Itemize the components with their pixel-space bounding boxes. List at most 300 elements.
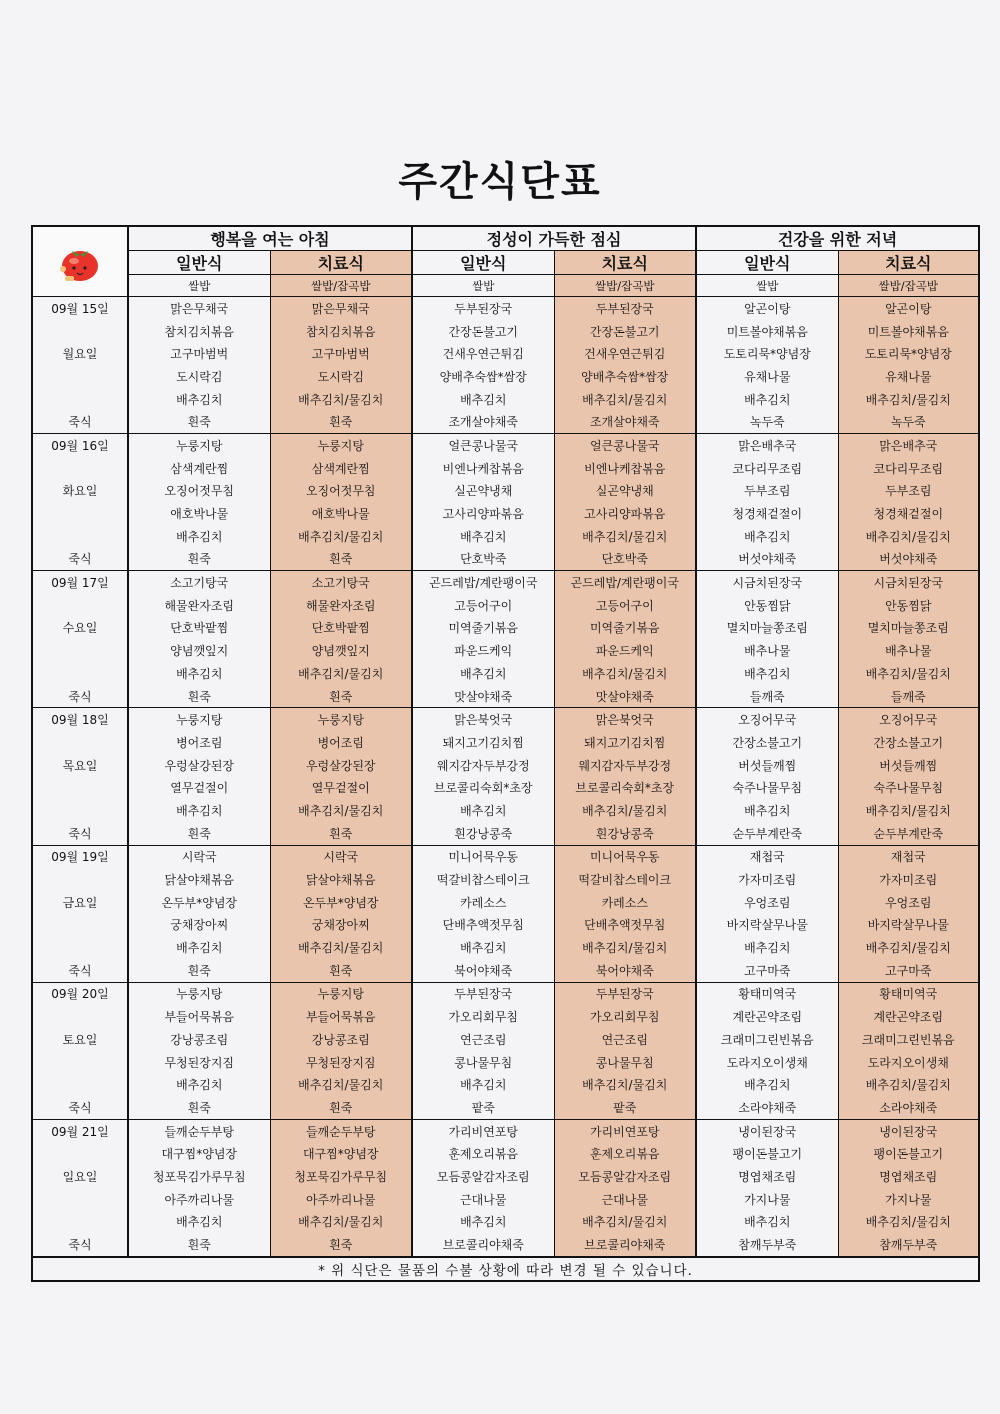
day-label-blank	[32, 639, 128, 662]
therapeutic-menu-item: 흰죽	[270, 1096, 412, 1119]
regular-menu-item: 맑은북엇국	[412, 708, 554, 731]
menu-row	[32, 1142, 979, 1165]
therapeutic-menu-item: 양념깻잎지	[270, 639, 412, 662]
regular-menu-item: 흰죽	[128, 959, 270, 982]
menu-row	[32, 1165, 979, 1188]
therapeutic-menu-item: 크래미그린빈볶음	[838, 1028, 979, 1051]
regular-menu-item: 단배추액젓무침	[412, 914, 554, 937]
therapeutic-menu-item: 누룽지탕	[270, 708, 412, 731]
day-label-blank	[32, 1073, 128, 1096]
therapeutic-menu-item: 도시락김	[270, 365, 412, 388]
therapeutic-menu-item: 단배추액젓무침	[554, 914, 696, 937]
day-label-blank	[32, 502, 128, 525]
regular-menu-item: 배추김치	[412, 388, 554, 411]
therapeutic-menu-item: 양배추숙쌈*쌈장	[554, 365, 696, 388]
therapeutic-menu-item: 흰강낭콩죽	[554, 822, 696, 845]
menu-row	[32, 434, 979, 457]
weekly-menu-table	[31, 225, 980, 1282]
regular-menu-item: 배추김치	[696, 662, 838, 685]
day-label-blank	[32, 320, 128, 343]
day-date: 09월 15일	[32, 297, 128, 320]
regular-menu-item: 냉이된장국	[696, 1119, 838, 1142]
therapeutic-menu-item: 시락국	[270, 845, 412, 868]
therapeutic-menu-item: 북어야채죽	[554, 959, 696, 982]
regular-menu-item: 순두부계란죽	[696, 822, 838, 845]
therapeutic-menu-item: 배추나물	[838, 639, 979, 662]
therapeutic-menu-item: 팥죽	[554, 1096, 696, 1119]
therapeutic-menu-item: 배추김치/물김치	[838, 1073, 979, 1096]
therapeutic-menu-item: 배추김치/물김치	[838, 388, 979, 411]
therapeutic-menu-item: 참치김치볶음	[270, 320, 412, 343]
regular-menu-item: 배추김치	[412, 1073, 554, 1096]
regular-menu-item: 바지락살무나물	[696, 914, 838, 937]
day-label-blank	[32, 1211, 128, 1234]
therapeutic-menu-item: 미니어묵우동	[554, 845, 696, 868]
menu-row	[32, 662, 979, 685]
therapeutic-menu-item: 배추김치/물김치	[554, 1073, 696, 1096]
regular-menu-item: 가오리회무침	[412, 1005, 554, 1028]
day-date: 09월 17일	[32, 571, 128, 594]
regular-menu-item: 고구마죽	[696, 959, 838, 982]
regular-menu-item: 가자미조림	[696, 868, 838, 891]
therapeutic-menu-item: 배추김치/물김치	[270, 1073, 412, 1096]
therapeutic-menu-item: 가자미조림	[838, 868, 979, 891]
therapeutic-menu-item: 누룽지탕	[270, 434, 412, 457]
therapeutic-menu-item: 도토리묵*양념장	[838, 342, 979, 365]
therapeutic-menu-item: 배추김치/물김치	[270, 936, 412, 959]
therapeutic-menu-item: 맛살야채죽	[554, 685, 696, 708]
regular-menu-item: 누룽지탕	[128, 982, 270, 1005]
therapeutic-menu-item: 해물완자조림	[270, 594, 412, 617]
regular-menu-item: 미니어묵우동	[412, 845, 554, 868]
regular-menu-item: 가리비연포탕	[412, 1119, 554, 1142]
regular-menu-item: 버섯들깨찜	[696, 754, 838, 777]
day-label-blank	[32, 868, 128, 891]
therapeutic-menu-item: 황태미역국	[838, 982, 979, 1005]
therapeutic-menu-item: 배추김치/물김치	[554, 662, 696, 685]
regular-menu-item: 부들어묵볶음	[128, 1005, 270, 1028]
regular-menu-item: 배추김치	[412, 799, 554, 822]
regular-menu-item: 청포묵김가루무침	[128, 1165, 270, 1188]
therapeutic-menu-item: 단호박팥찜	[270, 617, 412, 640]
therapeutic-menu-item: 무청된장지짐	[270, 1051, 412, 1074]
therapeutic-menu-item: 도라지오이생채	[838, 1051, 979, 1074]
regular-menu-item: 배추김치	[696, 525, 838, 548]
regular-menu-item: 얼큰콩나물국	[412, 434, 554, 457]
therapeutic-menu-item: 코다리무조림	[838, 457, 979, 480]
regular-menu-item: 가지나물	[696, 1188, 838, 1211]
regular-menu-item: 근대나물	[412, 1188, 554, 1211]
day-label-blank	[32, 731, 128, 754]
regular-menu-item: 온두부*양념장	[128, 891, 270, 914]
menu-row	[32, 410, 979, 433]
regular-menu-item: 배추김치	[128, 1211, 270, 1234]
menu-row	[32, 320, 979, 343]
regular-menu-item: 연근조림	[412, 1028, 554, 1051]
day-label-blank	[32, 776, 128, 799]
regular-menu-item: 버섯야채죽	[696, 548, 838, 571]
therapeutic-menu-item: 배추김치/물김치	[270, 662, 412, 685]
menu-row	[32, 959, 979, 982]
regular-menu-item: 콩나물무침	[412, 1051, 554, 1074]
menu-row	[32, 822, 979, 845]
therapeutic-menu-item: 두부된장국	[554, 982, 696, 1005]
regular-menu-item: 크래미그린빈볶음	[696, 1028, 838, 1051]
therapeutic-menu-item: 궁채장아찌	[270, 914, 412, 937]
regular-menu-item: 팥죽	[412, 1096, 554, 1119]
breakfast-header: 행복을 여는 아침	[128, 226, 412, 251]
therapeutic-menu-item: 흰죽	[270, 548, 412, 571]
therapeutic-menu-item: 배추김치/물김치	[554, 1211, 696, 1234]
therapeutic-menu-item: 배추김치/물김치	[270, 388, 412, 411]
regular-menu-item: 궁채장아찌	[128, 914, 270, 937]
therapeutic-menu-item: 흰죽	[270, 822, 412, 845]
therapeutic-menu-item: 배추김치/물김치	[554, 388, 696, 411]
therapeutic-menu-item: 흰죽	[270, 410, 412, 433]
therapeutic-menu-item: 맑은북엇국	[554, 708, 696, 731]
regular-menu-item: 참깨두부죽	[696, 1233, 838, 1257]
regular-menu-item: 배추김치	[696, 1211, 838, 1234]
therapeutic-menu-item: 온두부*양념장	[270, 891, 412, 914]
menu-row	[32, 731, 979, 754]
regular-menu-item: 대구찜*양념장	[128, 1142, 270, 1165]
menu-row	[32, 365, 979, 388]
lunch-header: 정성이 가득한 점심	[412, 226, 696, 251]
menu-row	[32, 982, 979, 1005]
menu-row	[32, 845, 979, 868]
day-label-blank	[32, 594, 128, 617]
therapeutic-menu-item: 아주까리나물	[270, 1188, 412, 1211]
therapeutic-menu-item: 열무겉절이	[270, 776, 412, 799]
regular-menu-item: 파운드케익	[412, 639, 554, 662]
day-label-blank	[32, 365, 128, 388]
therapeutic-menu-item: 배추김치/물김치	[838, 936, 979, 959]
footnote: * 위 식단은 물품의 수불 상황에 따라 변경 될 수 있습니다.	[32, 1257, 979, 1281]
therapeutic-menu-item: 가리비연포탕	[554, 1119, 696, 1142]
therapeutic-menu-item: 고구마범벅	[270, 342, 412, 365]
menu-row	[32, 868, 979, 891]
therapeutic-menu-item: 파운드케익	[554, 639, 696, 662]
therapeutic-menu-item: 배추김치/물김치	[554, 525, 696, 548]
menu-row	[32, 639, 979, 662]
regular-menu-item: 두부조림	[696, 480, 838, 503]
regular-menu-item: 청경채겉절이	[696, 502, 838, 525]
therapeutic-menu-item: 근대나물	[554, 1188, 696, 1211]
therapeutic-menu-item: 얼큰콩나물국	[554, 434, 696, 457]
lunch-therapeutic-rice: 쌀밥/잡곡밥	[554, 275, 696, 297]
porridge-label: 죽식	[32, 822, 128, 845]
therapeutic-menu-item: 웨지감자두부강정	[554, 754, 696, 777]
therapeutic-menu-item: 맑은배추국	[838, 434, 979, 457]
lunch-therapeutic-label: 치료식	[554, 251, 696, 275]
regular-menu-item: 우렁살강된장	[128, 754, 270, 777]
regular-menu-item: 삼색계란찜	[128, 457, 270, 480]
therapeutic-menu-item: 참깨두부죽	[838, 1233, 979, 1257]
regular-menu-item: 건새우연근튀김	[412, 342, 554, 365]
therapeutic-menu-item: 가오리회무침	[554, 1005, 696, 1028]
therapeutic-menu-item: 곤드레밥/계란팽이국	[554, 571, 696, 594]
regular-menu-item: 간장소불고기	[696, 731, 838, 754]
day-label-blank	[32, 457, 128, 480]
regular-menu-item: 흰죽	[128, 822, 270, 845]
regular-menu-item: 애호박나물	[128, 502, 270, 525]
therapeutic-menu-item: 모듬콩알감자조림	[554, 1165, 696, 1188]
regular-menu-item: 알곤이탕	[696, 297, 838, 320]
therapeutic-menu-item: 삼색계란찜	[270, 457, 412, 480]
day-label-blank	[32, 799, 128, 822]
regular-menu-item: 맑은무채국	[128, 297, 270, 320]
tomato-chef-mascot-icon	[32, 226, 128, 297]
menu-row	[32, 617, 979, 640]
therapeutic-menu-item: 버섯들깨찜	[838, 754, 979, 777]
therapeutic-menu-item: 콩나물무침	[554, 1051, 696, 1074]
regular-menu-item: 배추김치	[128, 936, 270, 959]
therapeutic-menu-item: 배추김치/물김치	[270, 1211, 412, 1234]
regular-menu-item: 강낭콩조림	[128, 1028, 270, 1051]
regular-menu-item: 배추김치	[412, 1211, 554, 1234]
regular-menu-item: 양념깻잎지	[128, 639, 270, 662]
regular-menu-item: 멸치마늘쫑조림	[696, 617, 838, 640]
regular-menu-item: 닭살야채볶음	[128, 868, 270, 891]
day-label-blank	[32, 388, 128, 411]
therapeutic-menu-item: 멸치마늘쫑조림	[838, 617, 979, 640]
regular-menu-item: 배추김치	[696, 1073, 838, 1096]
regular-menu-item: 참치김치볶음	[128, 320, 270, 343]
therapeutic-menu-item: 비엔나케찹볶음	[554, 457, 696, 480]
menu-row	[32, 685, 979, 708]
menu-row	[32, 548, 979, 571]
therapeutic-menu-item: 흰죽	[270, 1233, 412, 1257]
menu-row	[32, 1005, 979, 1028]
therapeutic-menu-item: 소고기탕국	[270, 571, 412, 594]
therapeutic-menu-item: 알곤이탕	[838, 297, 979, 320]
menu-row	[32, 776, 979, 799]
regular-menu-item: 흰죽	[128, 548, 270, 571]
menu-row	[32, 1233, 979, 1257]
dinner-therapeutic-label: 치료식	[838, 251, 979, 275]
regular-menu-item: 양배추숙쌈*쌈장	[412, 365, 554, 388]
regular-menu-item: 배추김치	[696, 936, 838, 959]
page-title: 주간식단표	[398, 159, 602, 205]
regular-menu-item: 고사리양파볶음	[412, 502, 554, 525]
regular-menu-item: 조개살야채죽	[412, 410, 554, 433]
therapeutic-menu-item: 오징어젓무침	[270, 480, 412, 503]
regular-menu-item: 실곤약냉채	[412, 480, 554, 503]
therapeutic-menu-item: 간장소불고기	[838, 731, 979, 754]
day-label-blank	[32, 914, 128, 937]
therapeutic-menu-item: 두부된장국	[554, 297, 696, 320]
regular-menu-item: 흰강낭콩죽	[412, 822, 554, 845]
therapeutic-menu-item: 두부조림	[838, 480, 979, 503]
regular-menu-item: 두부된장국	[412, 297, 554, 320]
menu-row	[32, 754, 979, 777]
day-date: 09월 18일	[32, 708, 128, 731]
regular-menu-item: 비엔나케찹볶음	[412, 457, 554, 480]
regular-menu-item: 배추나물	[696, 639, 838, 662]
regular-menu-item: 재첩국	[696, 845, 838, 868]
therapeutic-menu-item: 돼지고기김치찜	[554, 731, 696, 754]
regular-menu-item: 도토리묵*양념장	[696, 342, 838, 365]
therapeutic-menu-item: 들깨죽	[838, 685, 979, 708]
regular-menu-item: 아주까리나물	[128, 1188, 270, 1211]
regular-menu-item: 배추김치	[412, 525, 554, 548]
regular-menu-item: 녹두죽	[696, 410, 838, 433]
lunch-regular-rice: 쌀밥	[412, 275, 554, 297]
day-date: 09월 20일	[32, 982, 128, 1005]
regular-menu-item: 카레소스	[412, 891, 554, 914]
regular-menu-item: 들깨순두부탕	[128, 1119, 270, 1142]
porridge-label: 죽식	[32, 410, 128, 433]
regular-menu-item: 오징어젓무침	[128, 480, 270, 503]
regular-menu-item: 우엉조림	[696, 891, 838, 914]
therapeutic-menu-item: 연근조림	[554, 1028, 696, 1051]
regular-menu-item: 배추김치	[128, 525, 270, 548]
breakfast-regular-label: 일반식	[128, 251, 270, 275]
therapeutic-menu-item: 실곤약냉채	[554, 480, 696, 503]
regular-menu-item: 안동찜닭	[696, 594, 838, 617]
regular-menu-item: 브로콜리야채죽	[412, 1233, 554, 1257]
regular-menu-item: 배추김치	[128, 799, 270, 822]
regular-menu-item: 간장돈불고기	[412, 320, 554, 343]
therapeutic-menu-item: 닭살야채볶음	[270, 868, 412, 891]
regular-menu-item: 고등어구이	[412, 594, 554, 617]
therapeutic-menu-item: 배추김치/물김치	[554, 799, 696, 822]
porridge-label: 죽식	[32, 959, 128, 982]
regular-menu-item: 유채나물	[696, 365, 838, 388]
regular-menu-item: 시락국	[128, 845, 270, 868]
menu-row	[32, 936, 979, 959]
therapeutic-menu-item: 브로콜리숙회*초장	[554, 776, 696, 799]
regular-menu-item: 소라야채죽	[696, 1096, 838, 1119]
therapeutic-menu-item: 건새우연근튀김	[554, 342, 696, 365]
day-weekday: 목요일	[32, 754, 128, 777]
therapeutic-menu-item: 녹두죽	[838, 410, 979, 433]
regular-menu-item: 미트볼야채볶음	[696, 320, 838, 343]
day-label-blank	[32, 1142, 128, 1165]
regular-menu-item: 배추김치	[128, 1073, 270, 1096]
dinner-regular-label: 일반식	[696, 251, 838, 275]
menu-row	[32, 594, 979, 617]
therapeutic-menu-item: 누룽지탕	[270, 982, 412, 1005]
therapeutic-menu-item: 버섯야채죽	[838, 548, 979, 571]
porridge-label: 죽식	[32, 1096, 128, 1119]
therapeutic-menu-item: 순두부계란죽	[838, 822, 979, 845]
therapeutic-menu-item: 조개살야채죽	[554, 410, 696, 433]
regular-menu-item: 해물완자조림	[128, 594, 270, 617]
menu-row	[32, 708, 979, 731]
day-label-blank	[32, 936, 128, 959]
menu-row	[32, 525, 979, 548]
breakfast-regular-rice: 쌀밥	[128, 275, 270, 297]
regular-menu-item: 브로콜리숙회*초장	[412, 776, 554, 799]
regular-menu-item: 팽이돈불고기	[696, 1142, 838, 1165]
regular-menu-item: 열무겉절이	[128, 776, 270, 799]
regular-menu-item: 오징어무국	[696, 708, 838, 731]
regular-menu-item: 들깨죽	[696, 685, 838, 708]
menu-row	[32, 342, 979, 365]
regular-menu-item: 모듬콩알감자조림	[412, 1165, 554, 1188]
menu-row	[32, 1073, 979, 1096]
regular-menu-item: 흰죽	[128, 410, 270, 433]
regular-menu-item: 누룽지탕	[128, 434, 270, 457]
breakfast-therapeutic-rice: 쌀밥/잡곡밥	[270, 275, 412, 297]
regular-menu-item: 미역줄기볶음	[412, 617, 554, 640]
therapeutic-menu-item: 유채나물	[838, 365, 979, 388]
regular-menu-item: 흰죽	[128, 1096, 270, 1119]
day-weekday: 화요일	[32, 480, 128, 503]
day-weekday: 토요일	[32, 1028, 128, 1051]
therapeutic-menu-item: 명엽채조림	[838, 1165, 979, 1188]
menu-row	[32, 914, 979, 937]
therapeutic-menu-item: 애호박나물	[270, 502, 412, 525]
porridge-label: 죽식	[32, 685, 128, 708]
therapeutic-menu-item: 브로콜리야채죽	[554, 1233, 696, 1257]
regular-menu-item: 배추김치	[128, 662, 270, 685]
therapeutic-menu-item: 시금치된장국	[838, 571, 979, 594]
therapeutic-menu-item: 안동찜닭	[838, 594, 979, 617]
regular-menu-item: 훈제오리볶음	[412, 1142, 554, 1165]
lunch-regular-label: 일반식	[412, 251, 554, 275]
regular-menu-item: 배추김치	[412, 662, 554, 685]
dinner-header: 건강을 위한 저녁	[696, 226, 979, 251]
therapeutic-menu-item: 흰죽	[270, 959, 412, 982]
menu-row	[32, 1188, 979, 1211]
therapeutic-menu-item: 미역줄기볶음	[554, 617, 696, 640]
therapeutic-menu-item: 들깨순두부탕	[270, 1119, 412, 1142]
regular-menu-item: 병어조림	[128, 731, 270, 754]
therapeutic-menu-item: 카레소스	[554, 891, 696, 914]
menu-row	[32, 1051, 979, 1074]
regular-menu-item: 단호박죽	[412, 548, 554, 571]
regular-menu-item: 고구마범벅	[128, 342, 270, 365]
therapeutic-menu-item: 고등어구이	[554, 594, 696, 617]
breakfast-therapeutic-label: 치료식	[270, 251, 412, 275]
regular-menu-item: 배추김치	[696, 388, 838, 411]
therapeutic-menu-item: 배추김치/물김치	[554, 936, 696, 959]
day-date: 09월 21일	[32, 1119, 128, 1142]
menu-row	[32, 891, 979, 914]
regular-menu-item: 배추김치	[696, 799, 838, 822]
regular-menu-item: 무청된장지짐	[128, 1051, 270, 1074]
porridge-label: 죽식	[32, 548, 128, 571]
regular-menu-item: 떡갈비찹스테이크	[412, 868, 554, 891]
therapeutic-menu-item: 흰죽	[270, 685, 412, 708]
day-date: 09월 19일	[32, 845, 128, 868]
regular-menu-item: 웨지감자두부강정	[412, 754, 554, 777]
regular-menu-item: 맑은배추국	[696, 434, 838, 457]
regular-menu-item: 곤드레밥/계란팽이국	[412, 571, 554, 594]
regular-menu-item: 시금치된장국	[696, 571, 838, 594]
therapeutic-menu-item: 소라야채죽	[838, 1096, 979, 1119]
day-label-blank	[32, 1051, 128, 1074]
therapeutic-menu-item: 재첩국	[838, 845, 979, 868]
therapeutic-menu-item: 배추김치/물김치	[838, 525, 979, 548]
regular-menu-item: 숙주나물무침	[696, 776, 838, 799]
regular-menu-item: 흰죽	[128, 685, 270, 708]
therapeutic-menu-item: 우엉조림	[838, 891, 979, 914]
therapeutic-menu-item: 가지나물	[838, 1188, 979, 1211]
regular-menu-item: 배추김치	[412, 936, 554, 959]
regular-menu-item: 도시락김	[128, 365, 270, 388]
day-label-blank	[32, 1188, 128, 1211]
menu-row	[32, 1028, 979, 1051]
regular-menu-item: 북어야채죽	[412, 959, 554, 982]
therapeutic-menu-item: 간장돈불고기	[554, 320, 696, 343]
menu-row	[32, 480, 979, 503]
therapeutic-menu-item: 팽이돈불고기	[838, 1142, 979, 1165]
therapeutic-menu-item: 고사리양파볶음	[554, 502, 696, 525]
regular-menu-item: 소고기탕국	[128, 571, 270, 594]
